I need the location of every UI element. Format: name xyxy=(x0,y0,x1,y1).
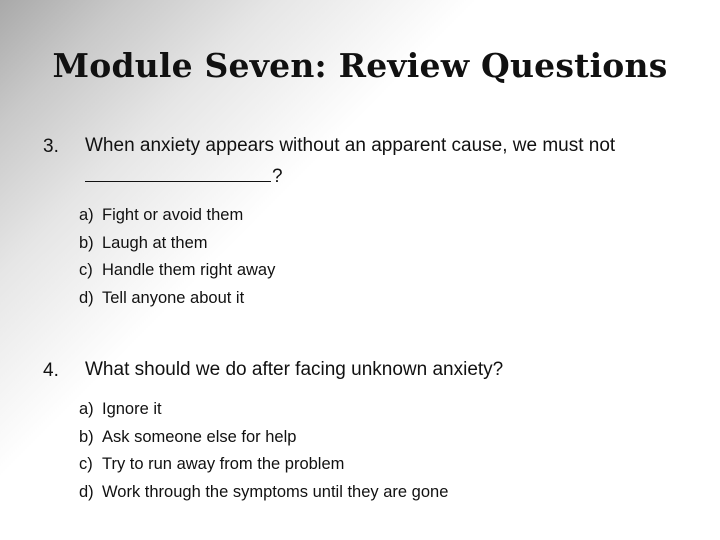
question-3-suffix: ? xyxy=(272,166,283,187)
question-3-blank-row xyxy=(85,161,615,192)
option-text: Ask someone else for help xyxy=(102,427,297,446)
option-text: Fight or avoid them xyxy=(102,206,244,224)
option-text: Handle them right away xyxy=(102,261,276,280)
option-3d xyxy=(79,285,275,313)
option-text: Work through the symptoms until they are gone xyxy=(102,483,449,502)
option-letter: b) xyxy=(79,233,94,252)
option-3b xyxy=(79,230,275,258)
question-3-options xyxy=(79,202,275,313)
question-3-line: When anxiety appears without an apparent cause, we must not xyxy=(85,135,616,156)
option-4b xyxy=(79,424,448,452)
option-letter: c) xyxy=(79,261,93,280)
option-letter: d) xyxy=(79,289,94,308)
option-letter: d) xyxy=(79,483,94,502)
option-4c xyxy=(79,451,448,479)
option-3c xyxy=(79,257,275,285)
option-letter: a) xyxy=(79,206,94,224)
question-4-line: What should we do after facing unknown anxiety? xyxy=(85,359,504,380)
question-4-number: 4. xyxy=(43,360,59,381)
option-text: Tell anyone about it xyxy=(102,289,245,308)
option-text: Ignore it xyxy=(102,400,162,418)
option-4a xyxy=(79,396,448,424)
slide-title: Module Seven: Review Questions xyxy=(52,46,668,85)
option-letter: a) xyxy=(79,400,94,418)
option-4d xyxy=(79,479,448,507)
option-3a xyxy=(79,202,275,230)
option-letter: b) xyxy=(79,427,94,446)
question-4-options xyxy=(79,396,448,507)
question-3-text xyxy=(85,131,615,192)
question-3-number: 3. xyxy=(43,136,59,157)
answer-blank xyxy=(85,161,271,182)
option-letter: c) xyxy=(79,455,93,474)
option-text: Laugh at them xyxy=(102,233,208,252)
question-4-text xyxy=(85,355,503,385)
option-text: Try to run away from the problem xyxy=(102,455,345,474)
